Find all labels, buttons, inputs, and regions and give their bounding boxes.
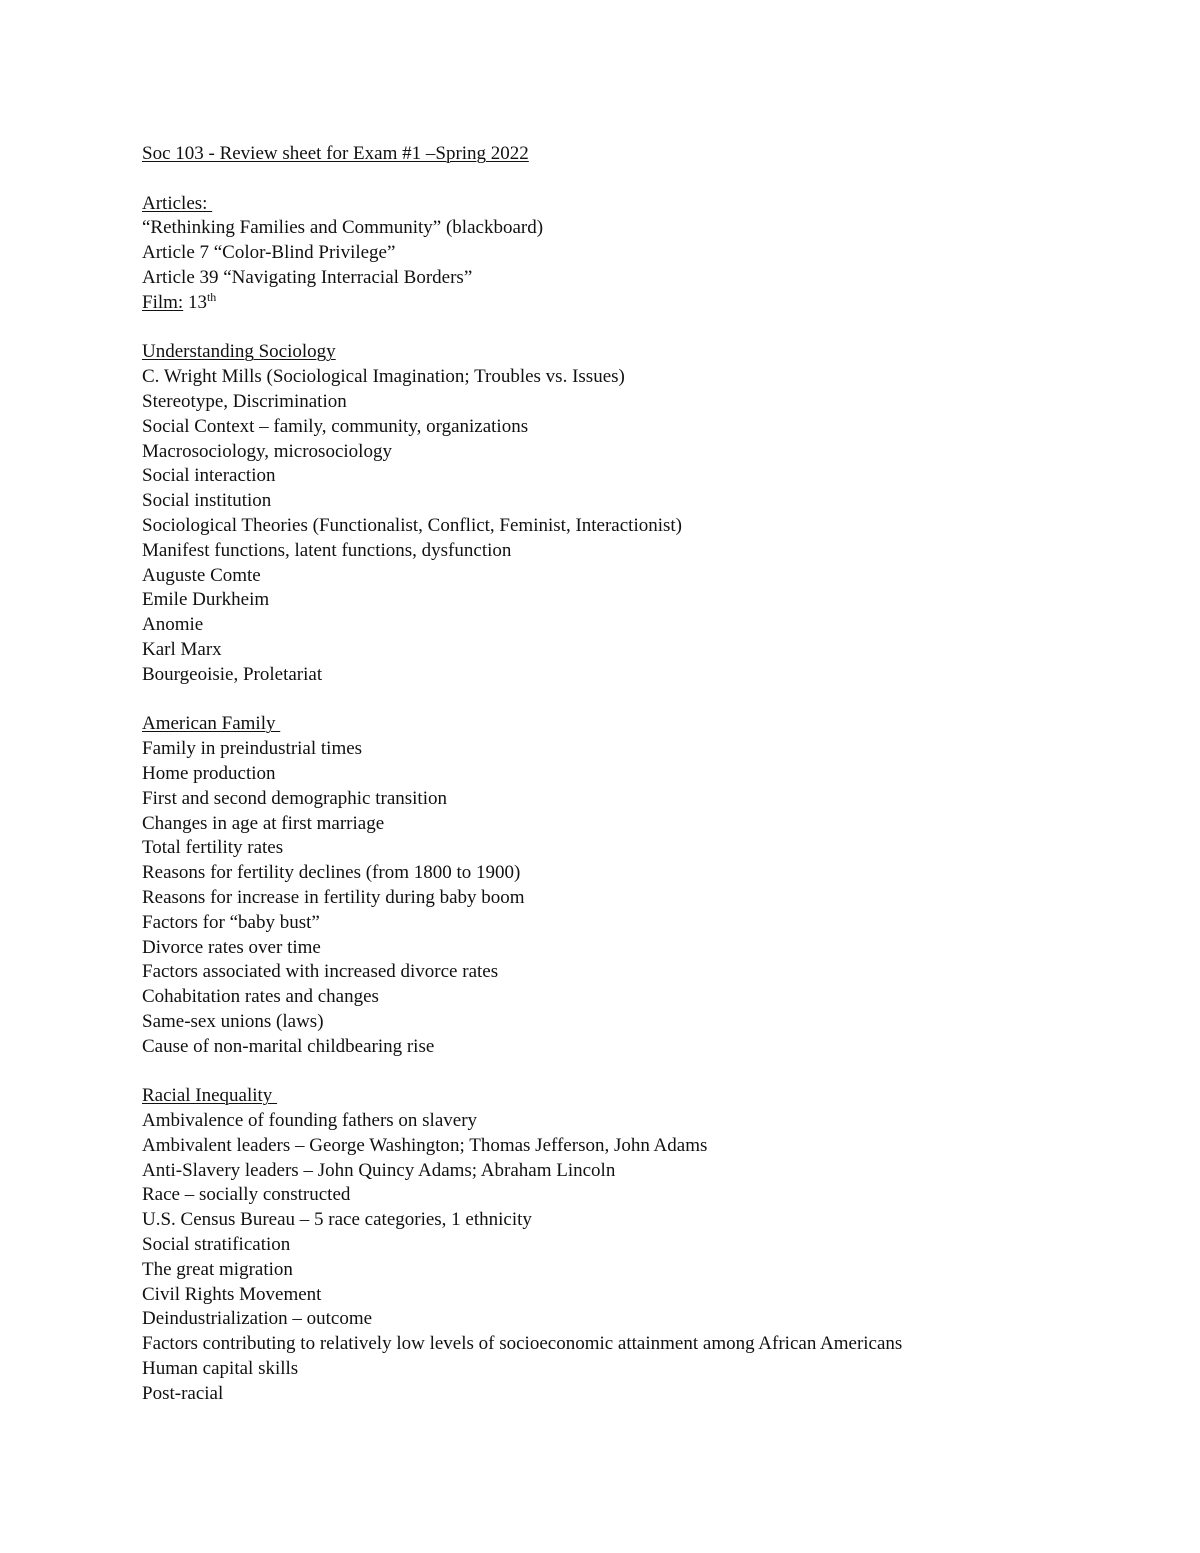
list-item: Anti-Slavery leaders – John Quincy Adams; Abraham Lincoln — [142, 1159, 616, 1181]
list-item: Reasons for fertility declines (from 1800 to 1900) — [142, 862, 521, 884]
section-heading-racial-inequality: Racial Inequality — [142, 1085, 278, 1107]
film-superscript: th — [206, 289, 217, 304]
list-item: Post-racial — [142, 1382, 224, 1404]
document-page — [142, 142, 1142, 1407]
film-label: Film: — [142, 291, 184, 313]
list-item: Deindustrialization – outcome — [142, 1308, 373, 1330]
list-item: Civil Rights Movement — [142, 1283, 322, 1305]
spacer — [142, 167, 1142, 192]
list-item: The great migration — [142, 1258, 293, 1280]
list-item: First and second demographic transition — [142, 787, 447, 809]
list-item: Divorce rates over time — [142, 936, 321, 958]
list-item: Bourgeoisie, Proletariat — [142, 663, 323, 685]
section-heading-american-family: American Family — [142, 713, 281, 735]
list-item: Cause of non-marital childbearing rise — [142, 1035, 435, 1057]
list-item: Total fertility rates — [142, 837, 284, 859]
list-item: Ambivalence of founding fathers on slavery — [142, 1110, 478, 1132]
list-item: C. Wright Mills (Sociological Imagination; Troubles vs. Issues) — [142, 366, 625, 388]
list-item: Ambivalent leaders – George Washington; Thomas Jefferson, John Adams — [142, 1134, 708, 1156]
film-value: 13 — [187, 291, 207, 313]
list-item: Same-sex unions (laws) — [142, 1010, 324, 1032]
list-item: Social institution — [142, 490, 272, 512]
list-item: Factors contributing to relatively low levels of socioeconomic attainment among African Americans — [142, 1333, 903, 1355]
list-item: Macrosociology, microsociology — [142, 440, 392, 462]
list-item: Reasons for increase in fertility during baby boom — [142, 886, 525, 908]
spacer — [142, 1059, 1142, 1084]
section-heading-understanding-sociology: Understanding Sociology — [142, 341, 336, 363]
list-item: Sociological Theories (Functionalist, Conflict, Feminist, Interactionist) — [142, 514, 683, 536]
list-item: Manifest functions, latent functions, dysfunction — [142, 539, 512, 561]
film-line — [142, 291, 1142, 316]
list-item: Social stratification — [142, 1234, 291, 1256]
document-title: Soc 103 - Review sheet for Exam #1 –Spring 2022 — [142, 143, 529, 164]
list-item: Cohabitation rates and changes — [142, 986, 379, 1008]
list-item: Karl Marx — [142, 638, 222, 660]
list-item: Changes in age at first marriage — [142, 812, 385, 834]
list-item: Anomie — [142, 614, 204, 636]
list-item: U.S. Census Bureau – 5 race categories, 1 ethnicity — [142, 1209, 532, 1231]
article-item: Article 7 “Color-Blind Privilege” — [142, 242, 396, 264]
list-item: Factors associated with increased divorce rates — [142, 961, 499, 983]
spacer — [142, 316, 1142, 341]
list-item: Human capital skills — [142, 1358, 299, 1380]
article-item: “Rethinking Families and Community” (blackboard) — [142, 217, 544, 239]
articles-heading: Articles: — [142, 192, 213, 214]
list-item: Factors for “baby bust” — [142, 911, 320, 933]
list-item: Race – socially constructed — [142, 1184, 351, 1206]
list-item: Social interaction — [142, 465, 276, 487]
article-item: Article 39 “Navigating Interracial Borders” — [142, 266, 473, 288]
list-item: Emile Durkheim — [142, 589, 270, 611]
spacer — [142, 688, 1142, 713]
list-item: Auguste Comte — [142, 564, 261, 586]
list-item: Family in preindustrial times — [142, 738, 363, 760]
list-item: Stereotype, Discrimination — [142, 390, 347, 412]
list-item: Social Context – family, community, organizations — [142, 415, 529, 437]
list-item: Home production — [142, 762, 276, 784]
